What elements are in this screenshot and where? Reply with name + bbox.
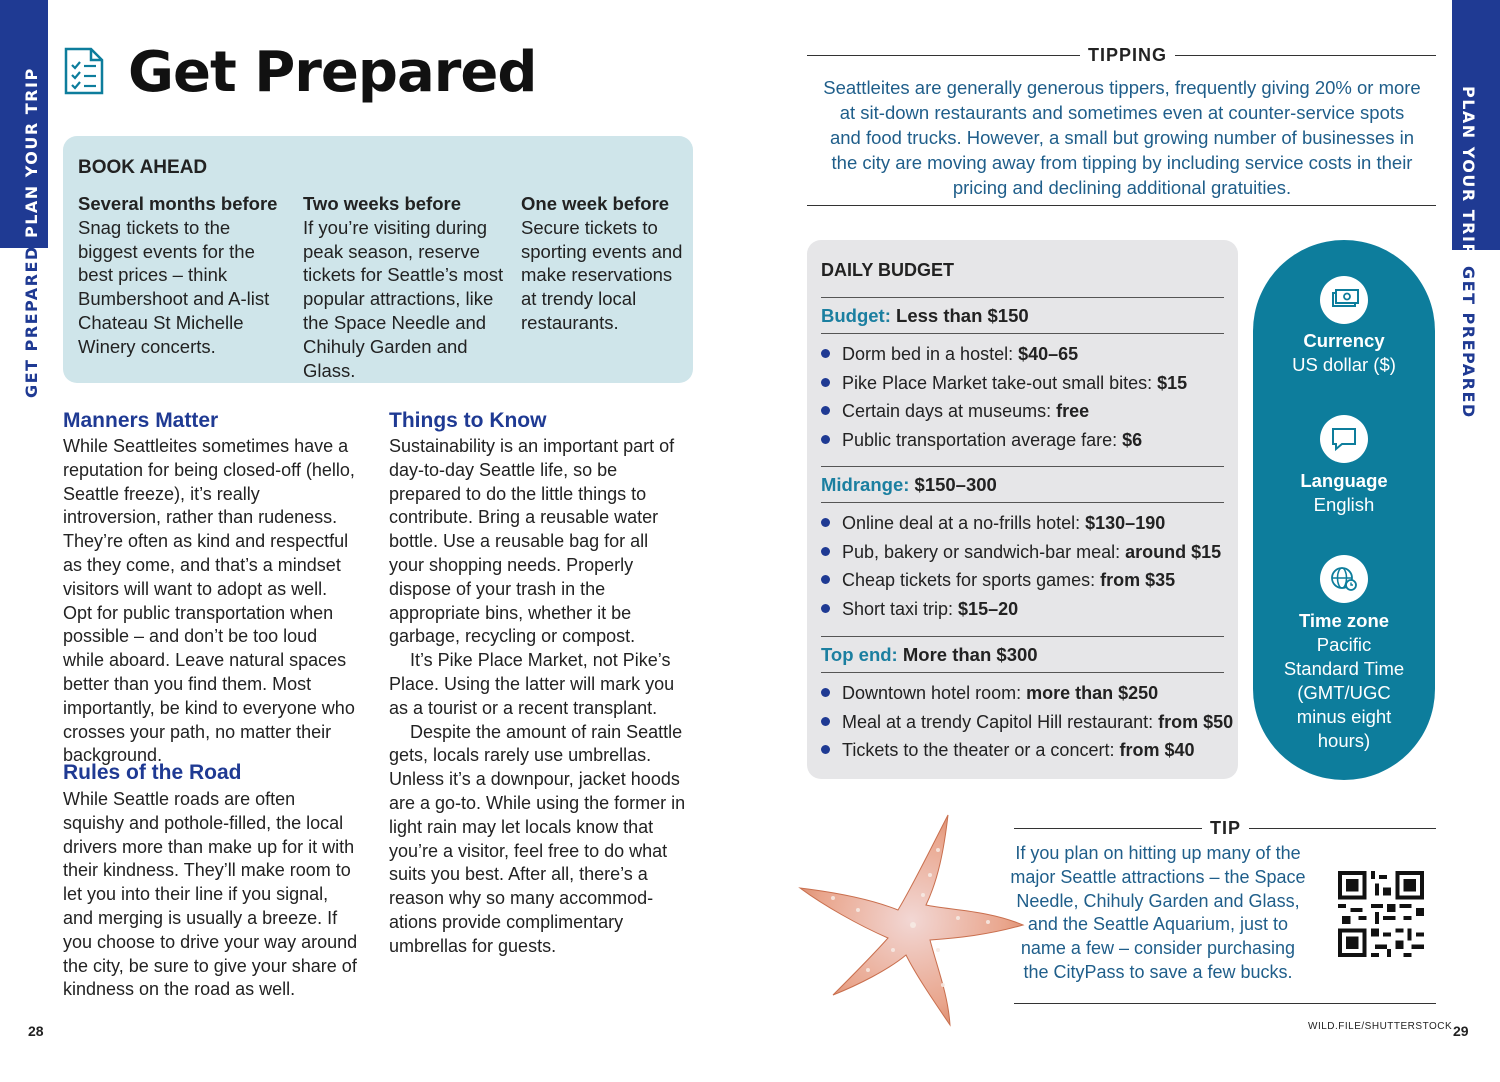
- budget-item-label: Public transportation average fare:: [842, 430, 1123, 450]
- budget-item-value: $40–65: [1018, 344, 1079, 364]
- budget-item-value: from $35: [1100, 570, 1176, 590]
- book-ahead-lead: Two weeks before: [303, 193, 461, 214]
- bullet-icon: [821, 688, 830, 697]
- language-label: Language: [1300, 470, 1388, 491]
- budget-item-label: Meal at a trendy Capitol Hill restaurant:: [842, 712, 1159, 732]
- budget-item: [821, 570, 1175, 591]
- bullet-icon: [821, 518, 830, 527]
- budget-item-label: Pike Place Market take-out small bites:: [842, 373, 1158, 393]
- budget-item: [821, 740, 1195, 761]
- budget-item: [821, 712, 1233, 733]
- budget-tier-top-end: [821, 644, 1038, 666]
- budget-item-label: Online deal at a no-frills hotel:: [842, 513, 1086, 533]
- tier-name: Budget:: [821, 305, 891, 326]
- manners-heading: Manners Matter: [63, 409, 219, 432]
- tipping-label: TIPPING: [1080, 45, 1175, 66]
- budget-item: [821, 373, 1187, 394]
- right-section-tab-label: PLAN YOUR TRIP: [1459, 86, 1478, 257]
- bullet-icon: [821, 604, 830, 613]
- bullet-icon: [821, 745, 830, 754]
- rules-heading: Rules of the Road: [63, 761, 242, 784]
- budget-item-value: free: [1056, 401, 1090, 421]
- globe-clock-icon: [1320, 555, 1368, 603]
- book-ahead-col-1: [78, 192, 288, 359]
- budget-divider: [821, 333, 1224, 334]
- budget-item-label: Dorm bed in a hostel:: [842, 344, 1019, 364]
- things-heading: Things to Know: [389, 409, 547, 432]
- budget-item-value: $6: [1122, 430, 1143, 450]
- tipping-text: Seattleites are generally generous tippers, frequently giving 20% or more at sit-down restaurants and sometimes even at counter-service spots and food trucks. However, a small but growing number of businesses in the city are moving away from tipping by including service costs in their pricing and declining additional gratuities.: [823, 77, 1421, 198]
- left-section-tab-label: PLAN YOUR TRIP: [22, 67, 41, 238]
- tip-text: If you plan on hitting up many of the major Seattle attractions – the Space Needle, Chihuly Garden and Glass, and the Seattle Aquarium, just to name a few – consider purchasing the CityPass to save a few bucks.: [1010, 843, 1306, 982]
- photo-credit: WILD.FILE/SHUTTERSTOCK: [1308, 1021, 1453, 1032]
- tier-name: Midrange:: [821, 474, 910, 495]
- bullet-icon: [821, 575, 830, 584]
- budget-divider: [821, 297, 1224, 298]
- budget-item-value: from $50: [1158, 712, 1234, 732]
- budget-item-value: from $40: [1119, 740, 1195, 760]
- book-ahead-text: Secure tickets to sporting events and make reservations at trendy local restaurants.: [521, 216, 683, 333]
- things-paragraph-2: It’s Pike Place Market, not Pike’s Place. Using the latter will mark you as a tourist or a recent transplant.: [389, 650, 675, 718]
- timezone-value: Pacific Standard Time (GMT/UGC minus eight hours): [1283, 634, 1405, 751]
- rules-text: While Seattle roads are often squishy and pothole-filled, the local drivers more than make up for it with their kindness. They’ll make room to let you into their line if you signal, and merging is usually a breeze. If you choose to drive your way around the city, be sure to give your share of kindness on the road as well.: [63, 789, 358, 1000]
- manners-text: While Seattleites sometimes have a reputation for being closed-off (hello, Seattle freeze), it’s really introversion, rather than rudeness. They’re often as kind and respectful as they come, and that’s a mindset visitors will want to adopt as well. Opt for public transportation when possible – and don’t be too loud while aboard. Leave natural spaces better than you find them. Most importantly, be kind to everyone who crosses your path, no matter their background.: [63, 436, 355, 766]
- book-ahead-lead: Several months before: [78, 193, 278, 214]
- language-fact: [1253, 469, 1435, 517]
- budget-item: [821, 401, 1089, 422]
- bullet-icon: [821, 349, 830, 358]
- checklist-icon: [63, 46, 105, 101]
- currency-fact: [1253, 329, 1435, 377]
- budget-item-value: around $15: [1125, 542, 1222, 562]
- budget-item-label: Cheap tickets for sports games:: [842, 570, 1101, 590]
- book-ahead-text: Snag tickets to the biggest events for the best prices – think Bumbershoot and A-list Chateau St Michelle Winery concerts.: [78, 216, 270, 357]
- tier-value: Less than $150: [896, 305, 1029, 326]
- budget-item: [821, 599, 1018, 620]
- bullet-icon: [821, 435, 830, 444]
- currency-label: Currency: [1303, 330, 1385, 351]
- budget-divider: [821, 466, 1224, 467]
- speech-bubble-icon: [1320, 415, 1368, 463]
- budget-item: [821, 344, 1078, 365]
- budget-item-value: $130–190: [1085, 513, 1166, 533]
- book-ahead-text: If you’re visiting during peak season, reserve tickets for Seattle’s most popular attractions, like the Space Needle and Chihuly Garden and Glass.: [303, 216, 504, 381]
- book-ahead-heading: BOOK AHEAD: [78, 157, 208, 178]
- currency-icon: [1320, 276, 1368, 324]
- page-number-right: 29: [1453, 1023, 1469, 1039]
- currency-value: US dollar ($): [1292, 354, 1396, 375]
- bullet-icon: [821, 378, 830, 387]
- budget-divider: [821, 636, 1224, 637]
- bullet-icon: [821, 547, 830, 556]
- budget-item-label: Tickets to the theater or a concert:: [842, 740, 1120, 760]
- timezone-fact: [1253, 609, 1435, 753]
- budget-item: [821, 683, 1158, 704]
- tip-label: TIP: [1202, 818, 1249, 839]
- tipping-rule-bottom: [807, 205, 1436, 206]
- budget-item-label: Pub, bakery or sandwich-bar meal:: [842, 542, 1126, 562]
- bullet-icon: [821, 717, 830, 726]
- book-ahead-lead: One week before: [521, 193, 670, 214]
- tier-value: More than $300: [902, 644, 1038, 665]
- bullet-icon: [821, 406, 830, 415]
- things-text: [389, 435, 687, 959]
- left-subsection-label: GET PREPARED: [22, 245, 41, 398]
- things-paragraph-3: Despite the amount of rain Seattle gets, locals rarely use umbrellas. Unless it’s a downpour, jacket hoods are a go-to. While using the former in light rain may let locals know that you’re a visitor, feel free to do what suits you best. After all, there’s a reason why so many accommod-ations provide complimentary umbrellas for guests.: [389, 721, 686, 956]
- daily-budget-title: DAILY BUDGET: [821, 260, 955, 280]
- page-title: Get Prepared: [128, 40, 537, 105]
- budget-item-value: $15–20: [958, 599, 1019, 619]
- budget-item: [821, 542, 1221, 563]
- budget-item-label: Short taxi trip:: [842, 599, 959, 619]
- budget-item-label: Downtown hotel room:: [842, 683, 1027, 703]
- timezone-label: Time zone: [1298, 610, 1390, 631]
- tip-rule-bottom: [1014, 1003, 1436, 1004]
- tier-name: Top end:: [821, 644, 898, 665]
- language-value: English: [1313, 494, 1375, 515]
- budget-divider: [821, 502, 1224, 503]
- qr-code: [1338, 871, 1424, 962]
- budget-item-value: more than $250: [1026, 683, 1159, 703]
- things-paragraph-1: Sustainability is an important part of day-to-day Seattle life, so be prepared to do the little things to contribute. Bring a reusable water bottle. Use a reusable bag for all your shopping needs. Properly dispose of your trash in the appropriate bins, whether it be garbage, recycling or compost.: [389, 436, 675, 647]
- budget-tier-midrange: [821, 474, 997, 496]
- right-subsection-label: GET PREPARED: [1459, 266, 1478, 419]
- book-ahead-col-3: [521, 192, 683, 335]
- budget-divider: [821, 672, 1224, 673]
- starfish-image: [798, 810, 1028, 1035]
- budget-item: [821, 513, 1165, 534]
- budget-item-value: $15: [1157, 373, 1188, 393]
- book-ahead-col-2: [303, 192, 508, 382]
- budget-item-label: Certain days at museums:: [842, 401, 1057, 421]
- tier-value: $150–300: [914, 474, 997, 495]
- page-number-left: 28: [28, 1023, 44, 1039]
- budget-tier-budget: [821, 305, 1029, 327]
- budget-item: [821, 430, 1142, 451]
